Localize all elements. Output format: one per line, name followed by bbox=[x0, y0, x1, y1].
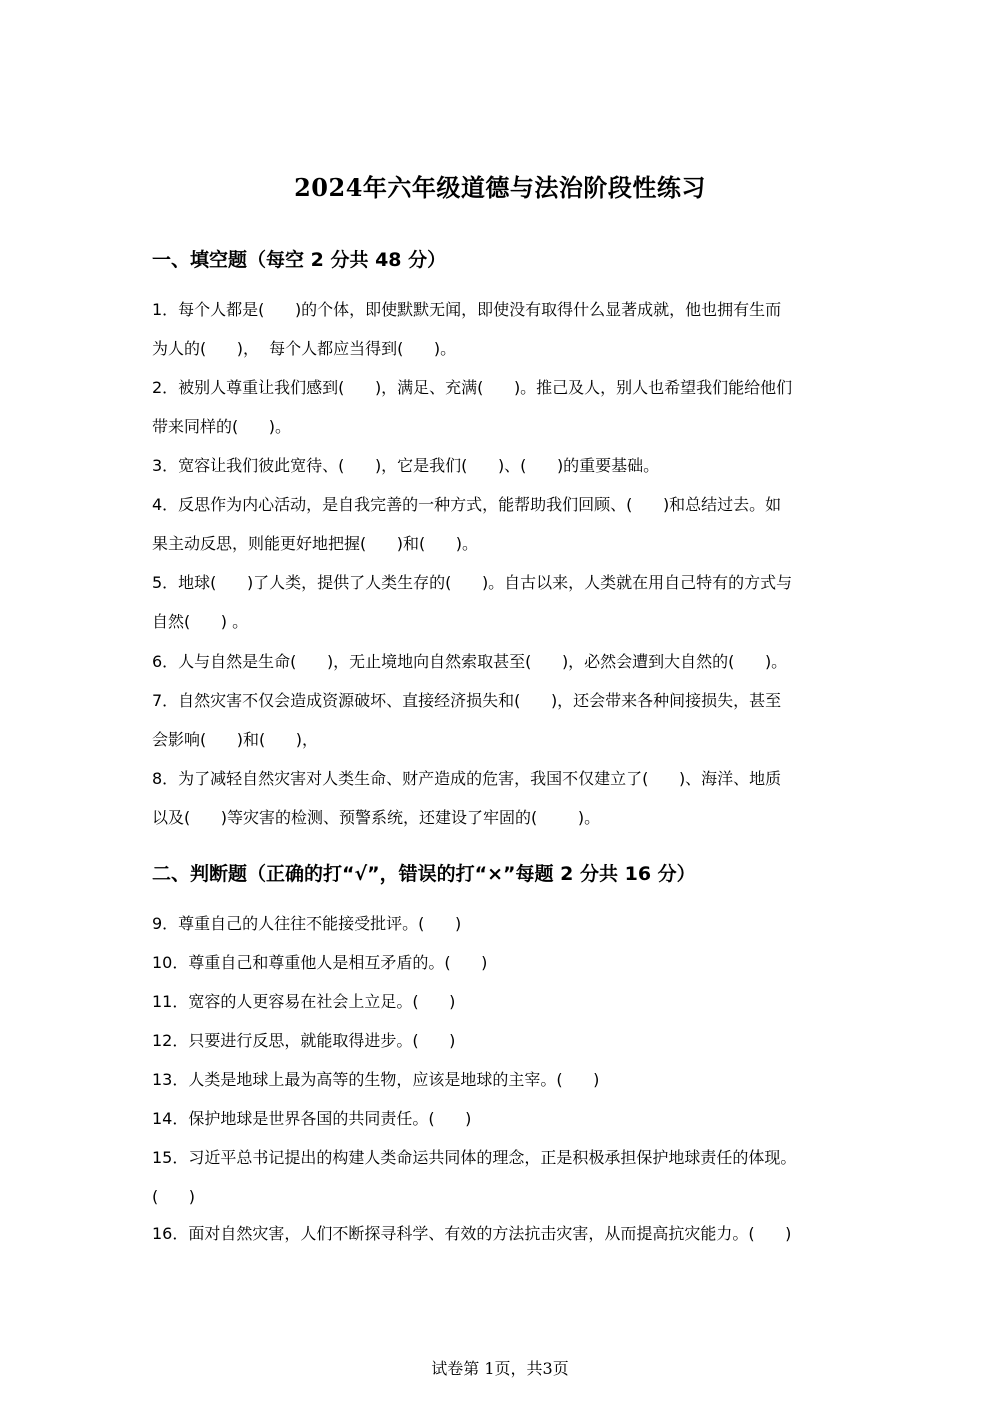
question-line: 4．反思作为内心活动，是自我完善的一种方式，能帮助我们回顾、( )和总结过去。如 bbox=[152, 495, 782, 514]
question-line: 12．只要进行反思，就能取得进步。( ) bbox=[152, 1031, 456, 1050]
question-line: 6．人与自然是生命( )，无止境地向自然索取甚至( )，必然会遭到大自然的( )。 bbox=[152, 652, 788, 671]
question-line: 8．为了减轻自然灾害对人类生命、财产造成的危害，我国不仅建立了( )、海洋、地质 bbox=[152, 769, 782, 788]
question-line: 10．尊重自己和尊重他人是相互矛盾的。( ) bbox=[152, 953, 488, 972]
question-line: 9．尊重自己的人往往不能接受批评。( ) bbox=[152, 914, 462, 933]
question-line: 为人的( )， 每个人都应当得到( )。 bbox=[152, 339, 457, 358]
question-line: 3．宽容让我们彼此宽待、( )，它是我们( )、( )的重要基础。 bbox=[152, 456, 660, 475]
question-line: 2．被别人尊重让我们感到( )，满足、充满( )。推己及人，别人也希望我们能给他们 bbox=[152, 378, 793, 397]
question-line: 以及( )等灾害的检测、预警系统，还建设了牢固的( )。 bbox=[152, 808, 601, 827]
page-title: 2024年六年级道德与法治阶段性练习 bbox=[294, 173, 706, 202]
question-line: 5．地球( )了人类，提供了人类生存的( )。自古以来，人类就在用自己特有的方式与 bbox=[152, 573, 793, 592]
question-line: 13．人类是地球上最为高等的生物，应该是地球的主宰。( ) bbox=[152, 1070, 600, 1089]
question-line: 16．面对自然灾害，人们不断探寻科学、有效的方法抗击灾害，从而提高抗灾能力。( ) bbox=[152, 1224, 792, 1243]
question-line: 自然( ) 。 bbox=[152, 612, 249, 631]
question-line: ( ) bbox=[152, 1187, 195, 1206]
section-heading-fill-blank: 一、填空题（每空 2 分共 48 分） bbox=[152, 249, 447, 271]
question-line: 11．宽容的人更容易在社会上立足。( ) bbox=[152, 992, 456, 1011]
page-footer: 试卷第 1页，共3页 bbox=[431, 1359, 569, 1378]
question-line: 7．自然灾害不仅会造成资源破坏、直接经济损失和( )，还会带来各种间接损失，甚至 bbox=[152, 691, 782, 710]
question-line: 会影响( )和( )， bbox=[152, 730, 319, 749]
question-line: 果主动反思，则能更好地把握( )和( )。 bbox=[152, 534, 479, 553]
question-line: 带来同样的( )。 bbox=[152, 417, 292, 436]
section-heading-true-false: 二、判断题（正确的打“√”，错误的打“×”每题 2 分共 16 分） bbox=[152, 863, 696, 885]
question-line: 15．习近平总书记提出的构建人类命运共同体的理念，正是积极承担保护地球责任的体现。 bbox=[152, 1148, 797, 1167]
question-line: 1．每个人都是( )的个体，即使默默无闻，即使没有取得什么显著成就，他也拥有生而 bbox=[152, 300, 782, 319]
question-line: 14．保护地球是世界各国的共同责任。( ) bbox=[152, 1109, 472, 1128]
